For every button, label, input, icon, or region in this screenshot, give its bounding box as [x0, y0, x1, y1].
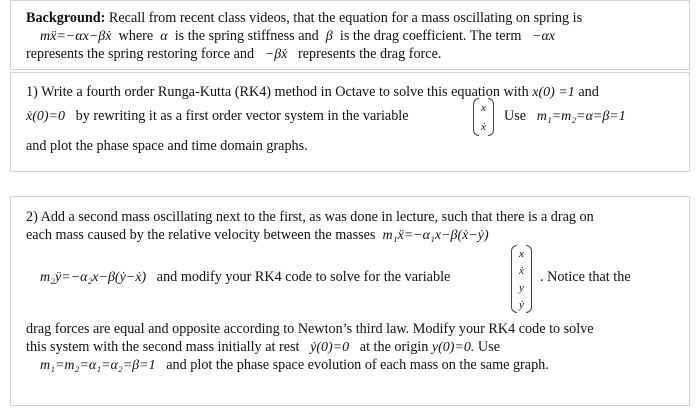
alpha-symbol: α	[160, 29, 168, 44]
part2-line-3	[40, 268, 450, 287]
text-and: and	[578, 84, 599, 100]
text-origin: at the origin	[359, 339, 429, 355]
text-where: where	[118, 28, 154, 44]
vector-entry-y: y	[519, 281, 524, 294]
drag-term: −βẋ	[264, 47, 288, 62]
text-drag-coeff: is the drag coefficient. The term	[339, 28, 522, 44]
mass2-initial-position: y(0)=0.	[431, 340, 475, 355]
mass1-equation: m₁ẍ=−α₁x−β(ẋ−ẏ)	[382, 228, 489, 243]
text-restoring: represents the spring restoring force and	[26, 46, 255, 62]
part2-text-4: drag forces are equal and opposite according to Newton’s third law. Modify your RK4 code to solve	[26, 321, 594, 337]
part2-line-2	[26, 226, 489, 245]
part1-text-3: and plot the phase space and time domain graphs.	[26, 138, 308, 154]
part2-line-6	[40, 356, 549, 375]
background-line-1	[26, 9, 582, 27]
vector-entry-x: x	[519, 247, 524, 260]
part2-parameter-values: m₁=m₂=α₁=α₂=β=1	[40, 358, 156, 373]
part2-line-1	[26, 208, 594, 226]
part1-text-2: by rewriting it as a first order vector system in the variable	[75, 108, 409, 124]
background-intro: Recall from recent class videos, that the equation for a mass oscillating on spring is	[108, 10, 583, 26]
part2-line-5	[26, 338, 500, 357]
mass2-equation: m₂ÿ=−α₂x−β(ẏ−ẋ)	[40, 270, 147, 285]
part2-text-2: each mass caused by the relative velocity between the masses	[26, 227, 376, 243]
parameter-values: m₁=m₂=α=β=1	[536, 109, 626, 124]
part2-text-6: and plot the phase space evolution of each mass on the same graph.	[166, 357, 549, 373]
vector-entry-x: x	[481, 101, 486, 114]
part2-line-4	[26, 320, 594, 338]
text-use: Use	[504, 108, 527, 124]
part1-line-1	[26, 83, 599, 102]
text-drag-force: represents the drag force.	[298, 46, 442, 62]
vector-entry-ydot: ẏ	[519, 298, 524, 311]
background-line-3	[26, 45, 441, 64]
part2-text-5: this system with the second mass initially at rest	[26, 339, 300, 355]
mass-spring-equation: mẍ=−αx−βẋ	[40, 29, 112, 44]
part1-params	[504, 107, 626, 126]
initial-position: x(0) =1	[532, 85, 575, 100]
part1-text-1: 1) Write a fourth order Runga-Kutta (RK4) method in Octave to solve this equation with	[26, 84, 529, 100]
vector-entry-xdot: ẋ	[519, 264, 524, 277]
part1-line-3	[26, 137, 308, 155]
text-use: Use	[477, 339, 500, 355]
part2-notice	[540, 268, 631, 286]
state-vector-4	[511, 245, 532, 313]
text-stiffness: is the spring stiffness and	[174, 28, 319, 44]
part2-text-1: 2) Add a second mass oscillating next to the first, as was done in lecture, such that there is a drag on	[26, 209, 594, 225]
background-line-2	[40, 27, 555, 46]
background-title: Background:	[26, 10, 106, 26]
part2-text-3: and modify your RK4 code to solve for the variable	[156, 269, 451, 285]
text-notice: . Notice that the	[540, 269, 631, 285]
mass2-initial-velocity: ẏ(0)=0	[310, 340, 350, 355]
initial-velocity: ẋ(0)=0	[26, 109, 65, 124]
restoring-term: −αx	[532, 29, 556, 44]
vector-entry-xdot: ẋ	[481, 120, 486, 133]
state-vector-2	[473, 98, 494, 136]
beta-symbol: β	[325, 29, 333, 44]
part1-line-2	[26, 107, 409, 126]
